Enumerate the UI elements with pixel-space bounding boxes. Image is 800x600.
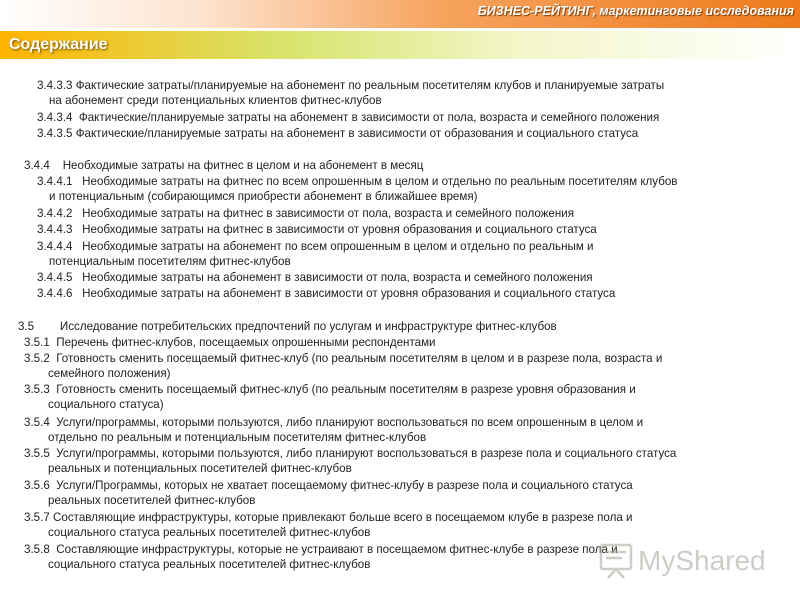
toc-item (37, 126, 638, 141)
toc-text: Необходимые затраты на абонемент в зависимости от пола, возраста и семейного положения (82, 271, 593, 284)
toc-number: 3.5.1 (24, 336, 50, 349)
toc-text: Фактические затраты/планируемые на абонемент по реальным посетителям клубов и планируемые затраты (75, 79, 665, 92)
toc-item (37, 110, 659, 125)
toc-number: 3.4.4.4 (37, 240, 73, 253)
toc-text: Перечень фитнес-клубов, посещаемых опрошенными респондентами (56, 336, 436, 349)
toc-text: Необходимые затраты на фитнес в зависимости от пола, возраста и семейного положения (82, 207, 575, 220)
watermark-text: MyShared (638, 545, 766, 576)
toc-text: Необходимые затраты на фитнес в целом и на абонемент в месяц (62, 159, 424, 172)
toc-number: 3.4.4.2 (37, 207, 73, 220)
toc-text: Готовность сменить посещаемый фитнес-клуб (по реальным посетителям в разрезе уровня образования и (56, 383, 636, 396)
toc-item (18, 319, 557, 334)
toc-item (24, 510, 633, 540)
toc-number: 3.5.3 (24, 383, 50, 396)
toc-item (24, 415, 643, 445)
toc-item (24, 382, 636, 412)
toc-text: отдельно по реальным и потенциальным посетителям фитнес-клубов (48, 431, 427, 444)
title-banner (0, 31, 800, 59)
toc-item (37, 286, 615, 301)
toc-item (24, 446, 676, 476)
toc-text: Исследование потребительских предпочтений по услугам и инфраструктуре фитнес-клубов (59, 320, 557, 333)
toc-item (37, 222, 597, 237)
toc-text: реальных и потенциальных посетителей фитнес-клубов (48, 462, 352, 475)
toc-number: 3.4.4.5 (37, 271, 73, 284)
toc-text: и потенциальным (собирающимся приобрести абонемент в ближайшее время) (49, 190, 478, 203)
toc-text: семейного положения) (48, 367, 171, 380)
toc-item (24, 542, 618, 572)
toc-number: 3.5 (18, 320, 35, 333)
toc-number: 3.4.4.3 (37, 223, 73, 236)
toc-text: Необходимые затраты на фитнес по всем опрошенным в целом и отдельно по реальным посетителям клубов (82, 175, 678, 188)
toc-number: 3.5.2 (24, 352, 50, 365)
toc-text: Фактические/планируемые затраты на абонемент в зависимости от образования и социального статуса (75, 127, 639, 140)
toc-text: Необходимые затраты на абонемент в зависимости от уровня образования и социального статуса (82, 287, 616, 300)
toc-text: Услуги/программы, которыми пользуются, либо планируют воспользоваться в разрезе пола и социального статуса (56, 447, 677, 460)
toc-number: 3.4.3.4 (37, 111, 73, 124)
toc-text: реальных посетителей фитнес-клубов (48, 494, 256, 507)
toc-number: 3.5.8 (24, 543, 50, 556)
toc-number: 3.5.6 (24, 479, 50, 492)
toc-number: 3.5.5 (24, 447, 50, 460)
toc-text: социального статуса реальных посетителей фитнес-клубов (48, 558, 371, 571)
toc-text: потенциальным посетителям фитнес-клубов (49, 255, 291, 268)
toc-item (37, 270, 593, 285)
toc-number: 3.4.4.1 (37, 175, 73, 188)
top-banner (0, 0, 800, 28)
toc-text: социального статуса) (48, 398, 164, 411)
toc-text: Готовность сменить посещаемый фитнес-клуб (по реальным посетителям в целом и в разрезе пола, возраста и (56, 352, 663, 365)
toc-text: Составляющие инфраструктуры, которые привлекают больше всего в посещаемом клубе в разрезе пола и (53, 511, 633, 524)
toc-item (37, 206, 574, 221)
toc-item (37, 174, 677, 204)
toc-item (37, 78, 664, 108)
toc-item (37, 239, 594, 269)
toc-item (24, 351, 662, 381)
toc-number: 3.4.3.3 (37, 79, 73, 92)
toc-text: Услуги/Программы, которых не хватает посещаемому фитнес-клубу в разрезе пола и социального статуса (56, 479, 633, 492)
toc-item (24, 335, 436, 350)
watermark-logo (598, 540, 773, 580)
toc-item (24, 158, 423, 173)
brand-label: БИЗНЕС-РЕЙТИНГ, маркетинговые исследования (477, 4, 794, 18)
toc-text: Фактические/планируемые затраты на абонемент в зависимости от пола, возраста и семейного положения (78, 111, 660, 124)
toc-item (24, 478, 633, 508)
page-title: Содержание (9, 36, 108, 53)
toc-text: на абонемент среди потенциальных клиентов фитнес-клубов (49, 94, 382, 107)
toc-number: 3.4.4.6 (37, 287, 73, 300)
toc-number: 3.5.7 (24, 511, 50, 524)
toc-number: 3.4.4 (24, 159, 50, 172)
toc-number: 3.5.4 (24, 416, 50, 429)
presentation-icon (601, 545, 631, 578)
toc-text: Составляющие инфраструктуры, которые не устраивают в посещаемом фитнес-клубе в разрезе пола и (56, 543, 618, 556)
toc-text: Услуги/программы, которыми пользуются, либо планируют воспользоваться по всем опрошенным в целом и (56, 416, 644, 429)
toc-text: социального статуса реальных посетителей фитнес-клубов (48, 526, 371, 539)
toc-text: Необходимые затраты на фитнес в зависимости от уровня образования и социального статуса (82, 223, 597, 236)
toc-number: 3.4.3.5 (37, 127, 73, 140)
toc-text: Необходимые затраты на абонемент по всем опрошенным в целом и отдельно по реальным и (82, 240, 594, 253)
